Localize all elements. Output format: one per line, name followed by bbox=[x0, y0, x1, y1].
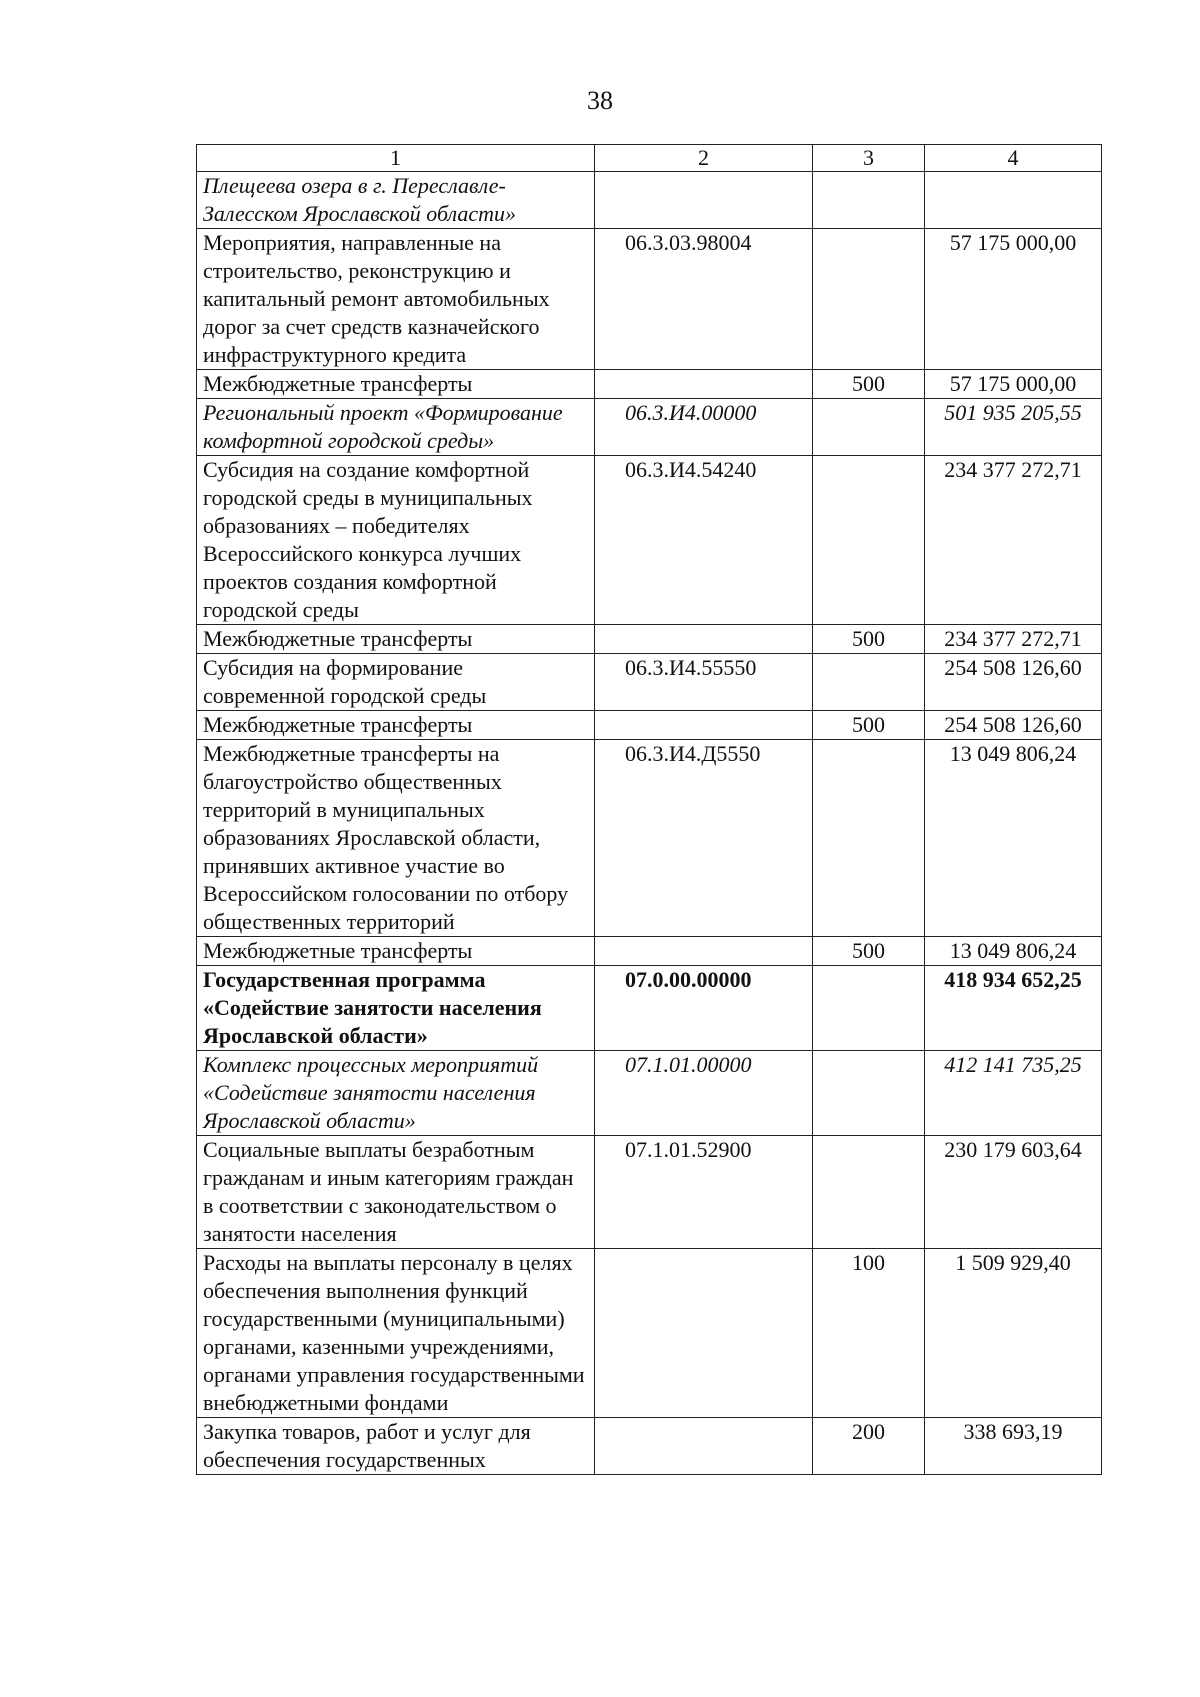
row-amount-cell: 1 509 929,40 bbox=[925, 1249, 1102, 1418]
row-code-cell: 07.0.00.00000 bbox=[595, 966, 813, 1051]
row-amount-cell: 418 934 652,25 bbox=[925, 966, 1102, 1051]
row-kind-cell bbox=[813, 1051, 925, 1136]
row-kind-cell: 100 bbox=[813, 1249, 925, 1418]
row-kind-cell bbox=[813, 229, 925, 370]
table-row bbox=[197, 625, 1102, 654]
row-code-cell bbox=[595, 1418, 813, 1475]
row-kind-cell bbox=[813, 172, 925, 229]
row-amount-cell: 254 508 126,60 bbox=[925, 654, 1102, 711]
row-amount-cell: 234 377 272,71 bbox=[925, 456, 1102, 625]
header-cell-4: 4 bbox=[925, 145, 1102, 172]
row-amount-cell: 412 141 735,25 bbox=[925, 1051, 1102, 1136]
table-row bbox=[197, 1051, 1102, 1136]
row-kind-cell bbox=[813, 399, 925, 456]
row-amount-cell: 13 049 806,24 bbox=[925, 740, 1102, 937]
row-code-cell bbox=[595, 1249, 813, 1418]
table-row bbox=[197, 740, 1102, 937]
row-amount-cell: 230 179 603,64 bbox=[925, 1136, 1102, 1249]
row-name-cell: Межбюджетные трансферты bbox=[197, 937, 595, 966]
header-cell-1: 1 bbox=[197, 145, 595, 172]
table-row bbox=[197, 456, 1102, 625]
table-row bbox=[197, 937, 1102, 966]
row-name-cell: Межбюджетные трансферты bbox=[197, 625, 595, 654]
row-code-cell bbox=[595, 370, 813, 399]
row-code-cell: 06.3.И4.Д5550 bbox=[595, 740, 813, 937]
table-row bbox=[197, 1249, 1102, 1418]
row-name-cell: Комплекс процессных мероприятий «Содействие занятости населения Ярославской области» bbox=[197, 1051, 595, 1136]
row-code-cell bbox=[595, 625, 813, 654]
row-code-cell: 06.3.03.98004 bbox=[595, 229, 813, 370]
row-kind-cell: 500 bbox=[813, 625, 925, 654]
row-amount-cell bbox=[925, 172, 1102, 229]
row-name-cell: Межбюджетные трансферты bbox=[197, 711, 595, 740]
header-cell-2: 2 bbox=[595, 145, 813, 172]
row-amount-cell: 234 377 272,71 bbox=[925, 625, 1102, 654]
page-number: 38 bbox=[587, 86, 613, 115]
table-row bbox=[197, 229, 1102, 370]
table-row bbox=[197, 1418, 1102, 1475]
row-kind-cell: 500 bbox=[813, 937, 925, 966]
row-kind-cell: 500 bbox=[813, 711, 925, 740]
header-cell-3: 3 bbox=[813, 145, 925, 172]
budget-table bbox=[196, 144, 1102, 1475]
table-row bbox=[197, 399, 1102, 456]
row-code-cell bbox=[595, 172, 813, 229]
table-row bbox=[197, 1136, 1102, 1249]
row-name-cell: Расходы на выплаты персоналу в целях обеспечения выполнения функций государственными (муниципальными) органами, казенными учреждениями, органами управления государственными внебюджетными фондами bbox=[197, 1249, 595, 1418]
row-kind-cell: 500 bbox=[813, 370, 925, 399]
row-code-cell: 06.3.И4.55550 bbox=[595, 654, 813, 711]
row-kind-cell bbox=[813, 966, 925, 1051]
row-code-cell: 06.3.И4.54240 bbox=[595, 456, 813, 625]
row-kind-cell bbox=[813, 654, 925, 711]
row-kind-cell bbox=[813, 456, 925, 625]
row-amount-cell: 501 935 205,55 bbox=[925, 399, 1102, 456]
row-code-cell: 06.3.И4.00000 bbox=[595, 399, 813, 456]
table-row bbox=[197, 966, 1102, 1051]
row-amount-cell: 57 175 000,00 bbox=[925, 229, 1102, 370]
row-name-cell: Субсидия на формирование современной городской среды bbox=[197, 654, 595, 711]
row-name-cell: Социальные выплаты безработным гражданам и иным категориям граждан в соответствии с законодательством о занятости населения bbox=[197, 1136, 595, 1249]
table-row bbox=[197, 654, 1102, 711]
table-body bbox=[197, 172, 1102, 1475]
row-name-cell: Межбюджетные трансферты на благоустройство общественных территорий в муниципальных образованиях Ярославской области, принявших активное участие во Всероссийском голосовании по отбору общественных территорий bbox=[197, 740, 595, 937]
row-name-cell: Плещеева озера в г. Переславле-Залесском Ярославской области» bbox=[197, 172, 595, 229]
row-kind-cell bbox=[813, 1136, 925, 1249]
row-code-cell bbox=[595, 937, 813, 966]
row-code-cell bbox=[595, 711, 813, 740]
row-amount-cell: 57 175 000,00 bbox=[925, 370, 1102, 399]
row-code-cell: 07.1.01.52900 bbox=[595, 1136, 813, 1249]
row-name-cell: Субсидия на создание комфортной городской среды в муниципальных образованиях – победителях Всероссийского конкурса лучших проектов создания комфортной городской среды bbox=[197, 456, 595, 625]
table-row bbox=[197, 711, 1102, 740]
row-name-cell: Закупка товаров, работ и услуг для обеспечения государственных bbox=[197, 1418, 595, 1475]
row-name-cell: Региональный проект «Формирование комфортной городской среды» bbox=[197, 399, 595, 456]
row-amount-cell: 13 049 806,24 bbox=[925, 937, 1102, 966]
row-name-cell: Мероприятия, направленные на строительство, реконструкцию и капитальный ремонт автомобильных дорог за счет средств казначейского инфраструктурного кредита bbox=[197, 229, 595, 370]
row-name-cell: Государственная программа «Содействие занятости населения Ярославской области» bbox=[197, 966, 595, 1051]
table-row bbox=[197, 172, 1102, 229]
row-kind-cell bbox=[813, 740, 925, 937]
row-name-cell: Межбюджетные трансферты bbox=[197, 370, 595, 399]
row-code-cell: 07.1.01.00000 bbox=[595, 1051, 813, 1136]
row-amount-cell: 254 508 126,60 bbox=[925, 711, 1102, 740]
header-row bbox=[197, 145, 1102, 172]
table-row bbox=[197, 370, 1102, 399]
row-amount-cell: 338 693,19 bbox=[925, 1418, 1102, 1475]
row-kind-cell: 200 bbox=[813, 1418, 925, 1475]
